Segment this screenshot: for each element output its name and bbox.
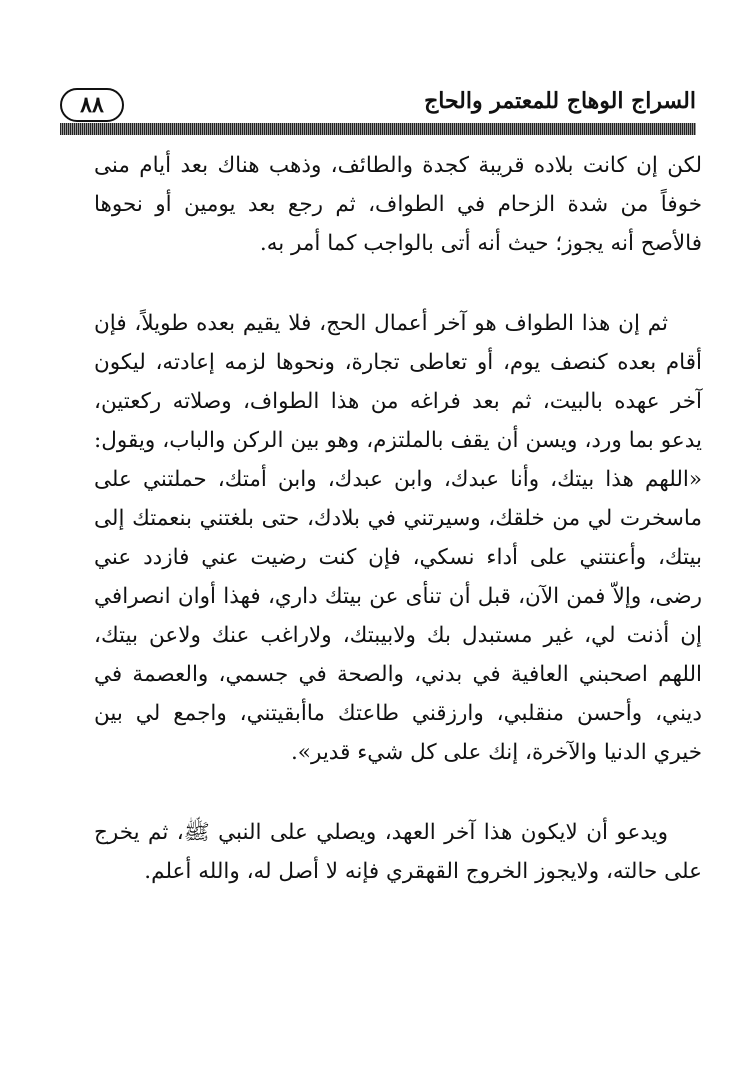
running-title: السراج الوهاج للمعتمر والحاج: [424, 88, 696, 114]
header-rule: [60, 123, 696, 135]
page-body: [94, 140, 702, 891]
page-number: ٨٨: [60, 88, 124, 122]
page-header: [60, 80, 696, 120]
paragraph: ويدعو أن لايكون هذا آخر العهد، ويصلي على النبي ﷺ، ثم يخرج على حالته، ولايجوز الخروج القهقري فإنه لا أصل له، والله أعلم.: [94, 820, 702, 884]
paragraph: ثم إن هذا الطواف هو آخر أعمال الحج، فلا يقيم بعده طويلاً، فإن أقام بعده كنصف يوم، أو تعاطى تجارة، ونحوها لزمه إعادته، ليكون آخر عهده بالبيت، ثم بعد فراغه من هذا الطواف، وصلاته ركعتين، يدعو بما ورد، ويسن أن يقف بالملتزم، وهو بين الركن والباب، ويقول: «اللهم هذا بيتك، وأنا عبدك، وابن عبدك، وابن أمتك، حملتني على ماسخرت لي من خلقك، وسيرتني في بلادك، حتى بلغتني بنعمتك إلى بيتك، وأعنتني على أداء نسكي، فإن كنت رضيت عني فازدد عني رضى، وإلاّ فمن الآن، قبل أن تنأى عن بيتك داري، فهذا أوان انصرافي إن أذنت لي، غير مستبدل بك ولابيبتك، ولاراغب عنك ولاعن بيتك، اللهم اصحبني العافية في بدني، والصحة في جسمي، والعصمة في ديني، وأحسن منقلبي، وارزقني طاعتك ماأبقيتني، واجمع لي بين خيري الدنيا والآخرة، إنك على كل شيء قدير».: [94, 311, 702, 765]
paragraph: لكن إن كانت بلاده قريبة كجدة والطائف، وذهب هناك بعد أيام منى خوفاً من شدة الزحام في الطواف، ثم رجع بعد يومين أو نحوها فالأصح أنه يجوز؛ حيث أنه أتى بالواجب كما أمر به.: [94, 153, 702, 256]
